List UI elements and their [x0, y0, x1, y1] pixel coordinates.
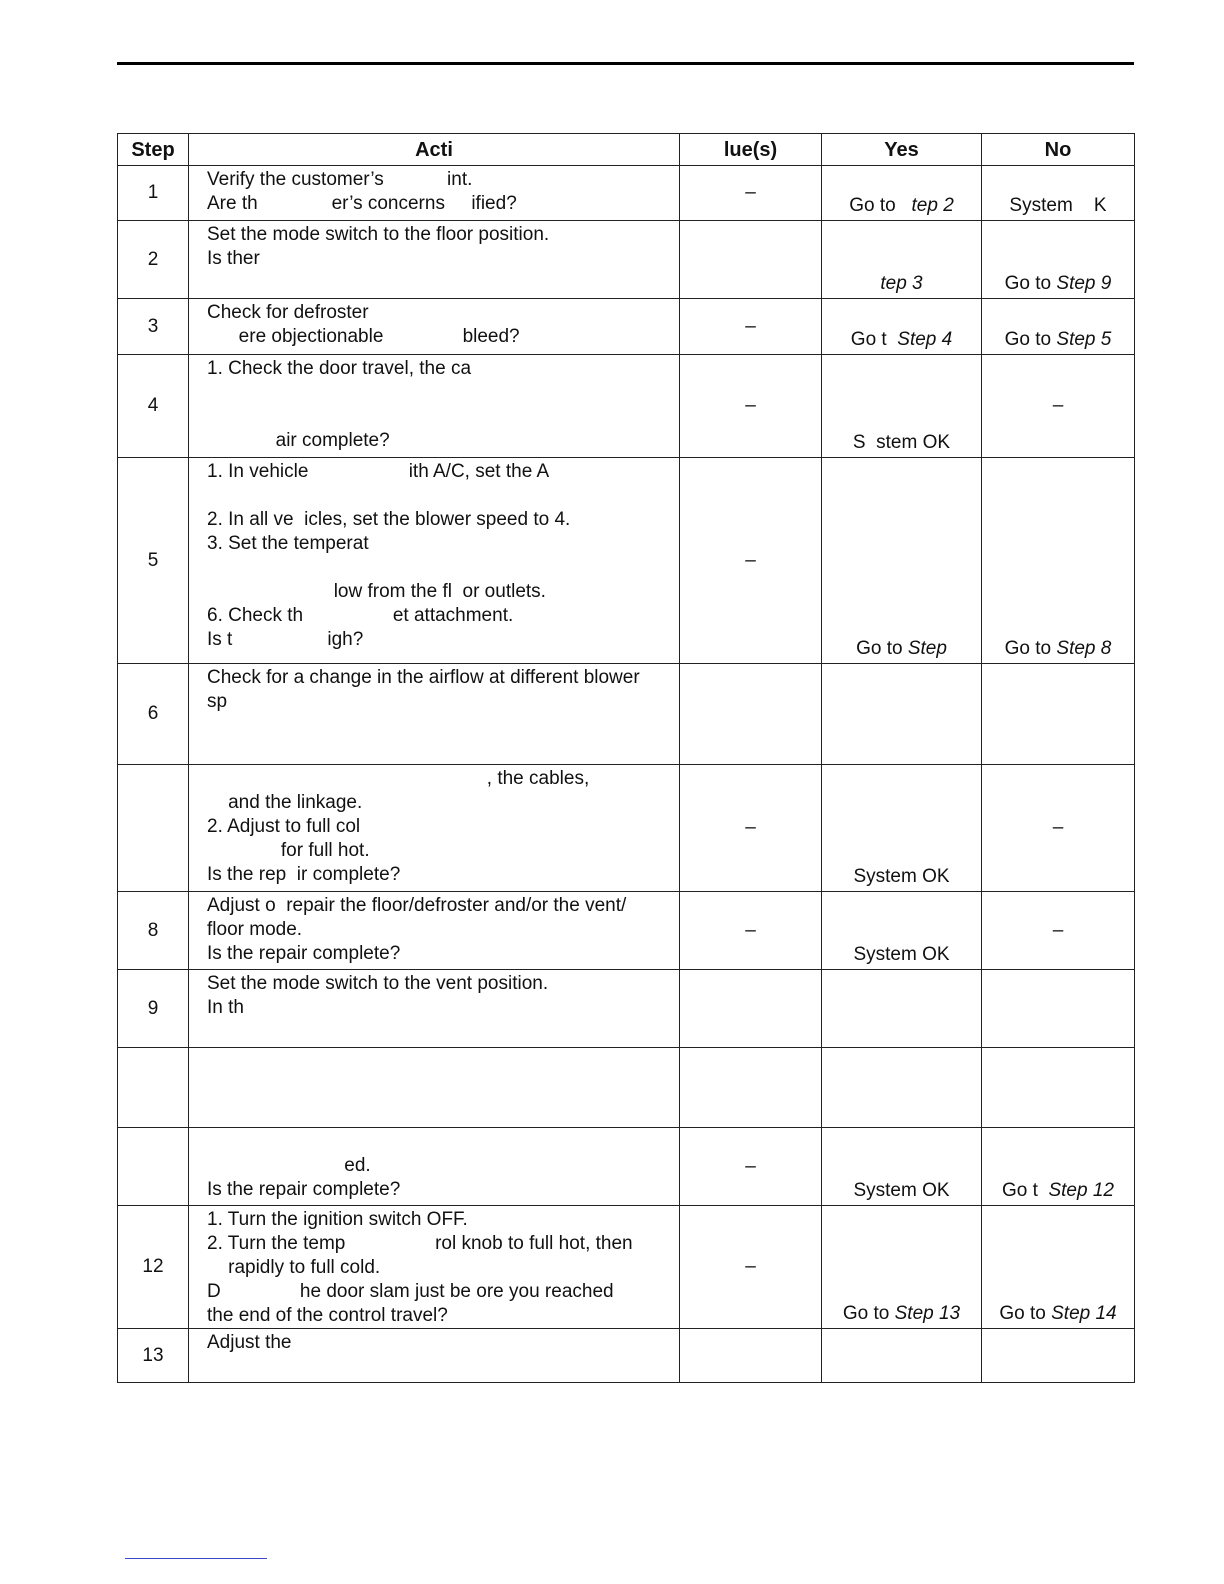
no-cell	[982, 458, 1135, 664]
action-line: air complete?	[207, 430, 390, 451]
action-cell	[189, 765, 680, 892]
table-row	[118, 1128, 1135, 1206]
no-cell	[982, 1329, 1135, 1383]
no-cell	[982, 1048, 1135, 1128]
header-step: Step	[118, 134, 189, 166]
no-cell	[982, 299, 1135, 355]
action-line: Check for a change in the airflow at different blower	[207, 667, 640, 688]
no-text: Go to	[999, 1303, 1052, 1324]
header-action: Acti	[189, 134, 680, 166]
yes-text: Go to	[849, 195, 901, 216]
no-cell	[982, 1128, 1135, 1206]
table-row	[118, 221, 1135, 299]
yes-step-ref: Step 13	[894, 1303, 961, 1324]
header-yes: Yes	[822, 134, 982, 166]
no-cell	[982, 892, 1135, 970]
step-number: 5	[118, 458, 189, 664]
table-row	[118, 299, 1135, 355]
table-row	[118, 166, 1135, 221]
yes-cell	[822, 299, 982, 355]
yes-text: System OK	[853, 944, 950, 965]
action-cell	[189, 1128, 680, 1206]
action-line: Verify the customer’s int.	[207, 169, 473, 190]
value-cell: –	[680, 892, 822, 970]
no-text: Go t	[1002, 1180, 1049, 1201]
action-line: D he door slam just be ore you reached	[207, 1281, 614, 1302]
yes-text: Go to	[856, 638, 908, 659]
step-number: 1	[118, 166, 189, 221]
yes-text: Go t	[850, 329, 898, 350]
step-number: 4	[118, 355, 189, 458]
no-cell	[982, 221, 1135, 299]
table-row	[118, 664, 1135, 765]
action-cell	[189, 458, 680, 664]
action-line: the end of the control travel?	[207, 1305, 448, 1326]
no-text: –	[1052, 817, 1064, 838]
value-cell	[680, 664, 822, 765]
action-line: 1. Turn the ignition switch OFF.	[207, 1209, 468, 1230]
yes-text: S stem OK	[852, 432, 951, 453]
action-line: Are th er’s concerns ified?	[207, 193, 517, 214]
header-values: lue(s)	[680, 134, 822, 166]
action-line: 2. Adjust to full col	[207, 816, 361, 837]
action-cell	[189, 1206, 680, 1329]
yes-step-ref: tep 3	[880, 273, 923, 294]
action-line: Is t igh?	[207, 629, 364, 650]
action-line: ere objectionable bleed?	[207, 326, 520, 347]
yes-cell	[822, 765, 982, 892]
no-text: Go to	[1004, 329, 1057, 350]
header-no: No	[982, 134, 1135, 166]
action-line	[207, 484, 667, 508]
action-line: , the cables,	[207, 768, 590, 789]
value-cell	[680, 1048, 822, 1128]
yes-cell	[822, 1329, 982, 1383]
value-cell: –	[680, 458, 822, 664]
yes-cell	[822, 221, 982, 299]
yes-cell	[822, 1206, 982, 1329]
action-line: floor mode.	[207, 919, 303, 940]
step-number	[118, 1048, 189, 1128]
yes-cell	[822, 1048, 982, 1128]
yes-cell	[822, 664, 982, 765]
value-cell: –	[680, 299, 822, 355]
action-cell	[189, 664, 680, 765]
no-cell	[982, 765, 1135, 892]
action-line: low from the fl or outlets.	[207, 581, 546, 602]
action-line: Is the rep ir complete?	[207, 864, 401, 885]
action-cell	[189, 1329, 680, 1383]
action-line: for full hot.	[207, 840, 370, 861]
no-step-ref: Step 8	[1056, 638, 1112, 659]
no-text: System K	[1009, 195, 1107, 216]
action-line: Is the repair complete?	[207, 1179, 401, 1200]
table-row	[118, 1048, 1135, 1128]
action-cell	[189, 892, 680, 970]
action-line: Check for defroster	[207, 302, 369, 323]
action-cell	[189, 221, 680, 299]
table-row	[118, 1206, 1135, 1329]
no-cell	[982, 1206, 1135, 1329]
table-row	[118, 765, 1135, 892]
yes-step-ref: Step	[907, 638, 947, 659]
action-cell	[189, 166, 680, 221]
no-text: –	[1052, 919, 1064, 941]
action-line: ed.	[207, 1155, 371, 1176]
value-cell	[680, 1329, 822, 1383]
action-line: Set the mode switch to the floor position.	[207, 224, 550, 245]
no-text: –	[1052, 395, 1064, 416]
step-number: 13	[118, 1329, 189, 1383]
value-cell: –	[680, 1128, 822, 1206]
top-rule	[117, 62, 1134, 65]
yes-step-ref: tep 2	[900, 195, 954, 216]
no-step-ref: Step 5	[1056, 329, 1112, 350]
action-line: In th	[207, 997, 244, 1018]
step-number	[118, 765, 189, 892]
action-line: 1. Check the door travel, the ca	[207, 358, 472, 379]
yes-cell	[822, 892, 982, 970]
table-row	[118, 970, 1135, 1048]
yes-step-ref: Step 4	[897, 329, 953, 350]
action-line: Adjust o repair the floor/defroster and/or the vent/	[207, 895, 627, 916]
action-cell	[189, 970, 680, 1048]
yes-cell	[822, 355, 982, 458]
table-row	[118, 355, 1135, 458]
action-line: Set the mode switch to the vent position.	[207, 973, 549, 994]
yes-cell	[822, 970, 982, 1048]
action-cell	[189, 1048, 680, 1128]
action-line: sp	[207, 691, 228, 712]
step-number: 6	[118, 664, 189, 765]
no-cell	[982, 355, 1135, 458]
yes-text: Go to	[842, 1303, 895, 1324]
no-text: Go to	[1004, 273, 1057, 294]
yes-cell	[822, 1128, 982, 1206]
step-number	[118, 1128, 189, 1206]
yes-text: System OK	[853, 1180, 950, 1201]
value-cell: –	[680, 166, 822, 221]
action-line: 6. Check th et attachment.	[207, 605, 514, 626]
value-cell: –	[680, 1206, 822, 1329]
action-line: Is ther	[207, 248, 260, 269]
action-line: Is the repair complete?	[207, 943, 401, 964]
action-line	[207, 381, 667, 405]
step-number: 9	[118, 970, 189, 1048]
action-line: rapidly to full cold.	[207, 1257, 381, 1278]
action-line	[207, 405, 667, 429]
action-line	[207, 556, 667, 580]
action-line: 1. In vehicle ith A/C, set the A	[207, 461, 550, 482]
table-row	[118, 892, 1135, 970]
step-number: 8	[118, 892, 189, 970]
no-cell	[982, 664, 1135, 765]
diagnostic-table	[117, 133, 1135, 1383]
header-row	[118, 134, 1135, 166]
action-line: 2. Turn the temp rol knob to full hot, then	[207, 1233, 633, 1254]
action-line: 2. In all ve icles, set the blower speed to 4.	[207, 509, 571, 530]
no-cell	[982, 970, 1135, 1048]
no-step-ref: Step 14	[1051, 1303, 1117, 1324]
action-line: 3. Set the temperat	[207, 533, 369, 554]
action-line	[207, 1130, 667, 1154]
no-step-ref: Step 12	[1048, 1180, 1114, 1201]
footer-link-underline	[125, 1558, 267, 1559]
table-row	[118, 1329, 1135, 1383]
value-cell	[680, 970, 822, 1048]
yes-text: System OK	[853, 866, 950, 887]
action-line: and the linkage.	[207, 792, 363, 813]
table-row	[118, 458, 1135, 664]
step-number: 3	[118, 299, 189, 355]
no-step-ref: Step 9	[1056, 273, 1112, 294]
step-number: 12	[118, 1206, 189, 1329]
action-line: Adjust the	[207, 1332, 292, 1353]
no-cell	[982, 166, 1135, 221]
action-cell	[189, 299, 680, 355]
no-text: Go to	[1004, 638, 1057, 659]
action-cell	[189, 355, 680, 458]
value-cell: –	[680, 355, 822, 458]
yes-cell	[822, 166, 982, 221]
value-cell: –	[680, 765, 822, 892]
value-cell	[680, 221, 822, 299]
step-number: 2	[118, 221, 189, 299]
yes-cell	[822, 458, 982, 664]
